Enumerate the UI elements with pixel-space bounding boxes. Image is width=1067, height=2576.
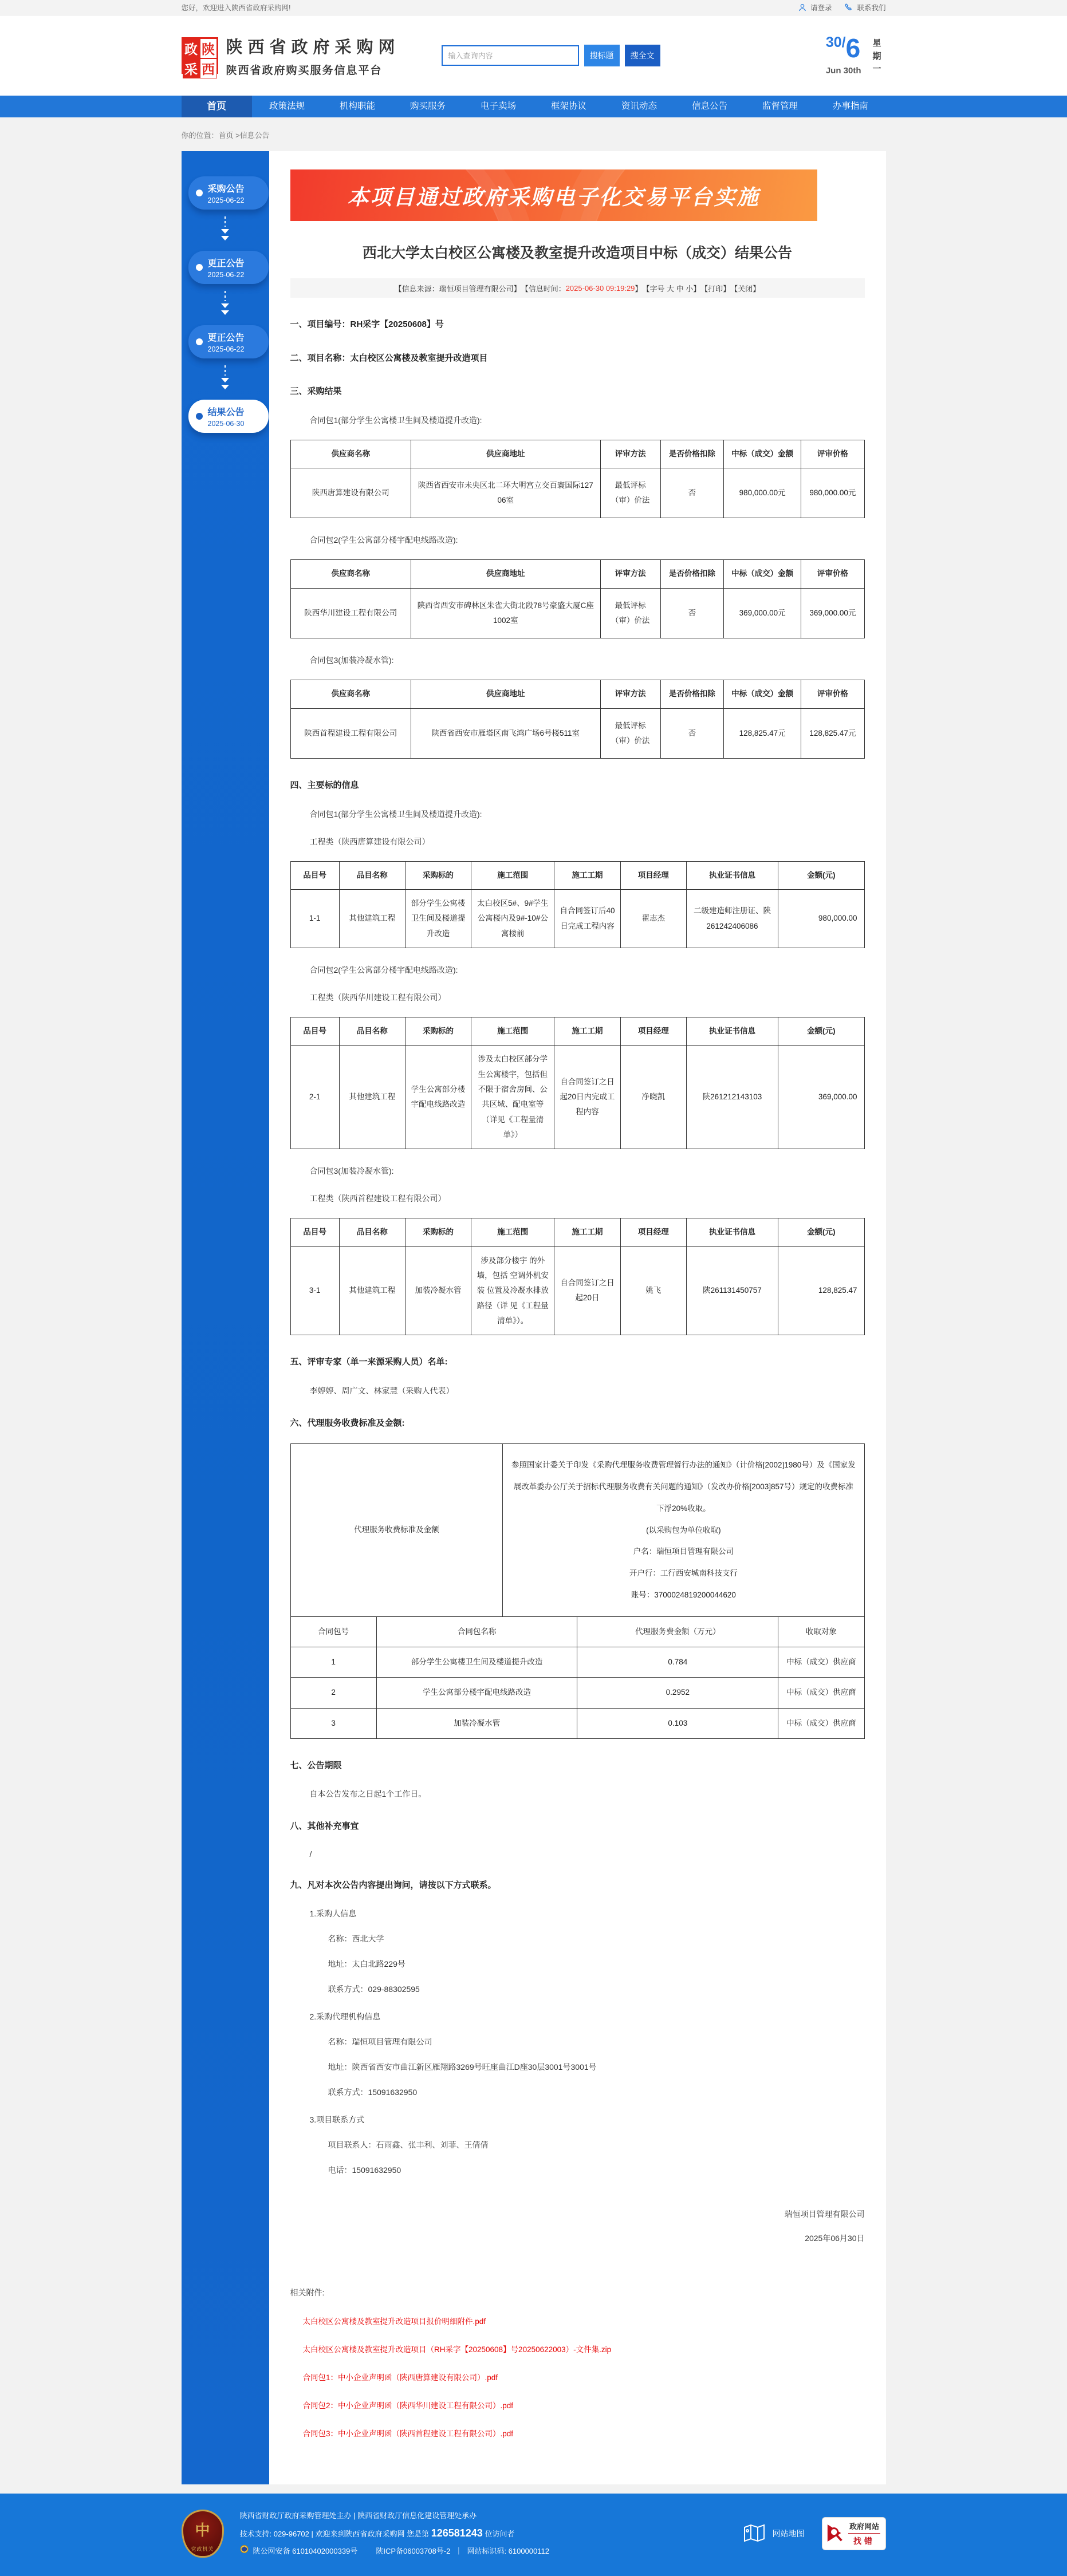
date-number: 30/6 [825,33,861,64]
certificate-cell: 陕261212143103 [686,1046,778,1149]
column-header: 项目经理 [620,1017,686,1046]
search-title-button[interactable]: 搜标题 [584,45,620,66]
info-time: 2025-06-30 09:19:29 [565,283,635,293]
column-header: 金额(元) [778,861,864,889]
review-price-cell: 980,000.00元 [801,468,864,518]
supplier-table-package-3 [290,680,865,759]
nav-item-home[interactable]: 首页 [182,96,252,117]
table-row [290,1046,864,1149]
agency-name: 名称：瑞恒项目管理有限公司 [328,2037,432,2047]
supplier-address-cell: 陕西省西安市雁塔区南飞鸿广场6号楼511室 [411,708,600,759]
column-header: 品目号 [290,1218,339,1246]
close-button[interactable]: 【关闭】 [730,284,761,293]
works-class-line: 工程类（陕西华川建设工程有限公司） [309,993,446,1003]
section-project-name: 二、项目名称：太白校区公寓楼及教室提升改造项目 [290,353,488,363]
package-name-cell: 部分学生公寓楼卫生间及楼道提升改造 [376,1647,577,1678]
price-deduction-cell: 否 [660,588,723,638]
nav-item-supervision[interactable]: 监督管理 [762,101,798,111]
column-header: 执业证书信息 [686,861,778,889]
government-emblem-icon: 中 党政机关 [182,2510,224,2558]
duration-cell: 自合同签订后40日完成工程内容 [554,890,620,948]
table-row [290,1708,864,1738]
fee-unit-note: (以采购包为单位收取) [646,1525,721,1534]
fee-amount-cell: 0.784 [577,1647,778,1678]
section-main-subject-info: 四、主要标的信息 [290,780,359,791]
project-contact-heading: 3.项目联系方式 [309,2115,365,2125]
fee-payer-cell: 中标（成交）供应商 [778,1708,864,1738]
dot-icon [196,413,203,420]
column-header: 执业证书信息 [686,1218,778,1246]
dot-icon [196,338,203,345]
works-class-line: 工程类（陕西首程建设工程有限公司） [309,1194,446,1204]
nav-item-policies[interactable]: 政策法规 [269,101,305,111]
column-header: 是否价格扣除 [660,440,723,468]
item-name-cell: 其他建筑工程 [339,890,405,948]
price-deduction-cell: 否 [660,468,723,518]
package-name-cell: 学生公寓部分楼宇配电线路改造 [376,1678,577,1708]
column-header: 供应商地址 [411,560,600,588]
nav-item-functions[interactable]: 机构职能 [339,101,375,111]
column-header: 施工工期 [554,1017,620,1046]
subject-cell: 部分学生公寓楼卫生间及楼道提升改造 [405,890,471,948]
site-footer: 中 党政机关 陕西省财政厅政府采购管理处主办 | 陕西省财政厅信息化建设管理处承办 技术支持: 029-96702 | 欢迎来到陕西省政府采购网 您是第 126581243 位访问者 陕公网安备 61010402000339号 陕ICP备06003708号-2 ｜ 网站标识码: 6100000112 网站地图 政府网站 找错 [0,2494,1067,2576]
nav-item-framework[interactable]: 框架协议 [550,101,586,111]
column-header: 施工范围 [471,1218,554,1246]
award-amount-cell: 980,000.00元 [723,468,801,518]
table-row [290,1444,864,1617]
attachment-link[interactable]: 太白校区公寓楼及教室提升改造项目（RH采字【20250608】号20250622003）-文件集.zip [302,2345,612,2354]
supplier-name-cell: 陕西首程建设工程有限公司 [290,708,411,759]
breadcrumb-current[interactable]: 信息公告 [239,131,270,140]
supplier-name-cell: 陕西华川建设工程有限公司 [290,588,411,638]
agency-info-heading: 2.采购代理机构信息 [309,2012,381,2022]
arrow-down-icon [182,210,269,251]
column-header: 评审方法 [600,560,660,588]
section-review-experts: 五、评审专家（单一来源采购人员）名单: [290,1357,448,1367]
nav-item-news[interactable]: 资讯动态 [621,101,657,111]
fee-policy-text: 参照国家计委关于印发《采购代理服务收费管理暂行办法的通知》（计价格[2002]1980号）及《国家发展改革委办公厅关于招标代理服务收费有关问题的通知》（发改办价格[2003]857号）规定的收费标准下浮20%收取。 [511,1461,856,1513]
attachment-link[interactable]: 合同包1：中小企业声明函（陕西唐算建设有限公司）.pdf [302,2373,498,2382]
timeline-item-result-notice[interactable]: 结果公告 2025-06-30 [188,400,269,433]
site-header [0,15,1067,96]
bank-name: 开户行：工行西安城南科技支行 [629,1569,738,1578]
scope-cell: 太白校区5#、9#学生公寓楼内及9#-10#公寓楼前 [471,890,554,948]
fee-amount-cell: 0.2952 [577,1678,778,1708]
site-title: 陕西省政府采购网 [226,38,400,57]
notice-timeline [182,151,269,2484]
footer-security-record[interactable]: 陕公网安备 61010402000339号 [253,2547,358,2556]
info-source: 【信息来源：瑞恒项目管理有限公司】 [394,284,521,293]
project-phone: 电话：15091632950 [328,2165,401,2175]
price-deduction-cell: 否 [660,708,723,759]
item-table-package-2 [290,1017,865,1149]
column-header: 施工工期 [554,861,620,889]
award-amount-cell: 128,825.47元 [723,708,801,759]
project-contacts: 项目联系人：石雨鑫、张丰利、刘菲、王倩倩 [328,2140,489,2150]
welcome-text: 您好，欢迎进入陕西省政府采购网! [181,4,291,12]
breadcrumb-home-link[interactable]: 首页 [218,131,234,140]
column-header: 供应商名称 [290,680,411,708]
error-finder-icon [826,2522,845,2546]
column-header: 品目名称 [339,861,405,889]
fontsize-control[interactable]: 【字号 大 中 小】 [642,284,701,293]
map-icon [743,2523,766,2545]
review-price-cell: 128,825.47元 [801,708,864,759]
article-meta-bar: 【信息来源：瑞恒项目管理有限公司】 【信息时间： 2025-06-30 09:19:29 】 【字号 大 中 小】 【打印】 【关闭】 [290,278,865,298]
column-header: 品目号 [290,1017,339,1046]
manager-cell: 翟志杰 [620,890,686,948]
section-other-matters: 八、其他补充事宜 [290,1821,359,1832]
column-header: 采购标的 [405,1017,471,1046]
column-header: 收取对象 [778,1616,864,1647]
signoff-block [290,2202,865,2250]
column-header: 品目号 [290,861,339,889]
dot-icon [196,264,203,271]
package-1-label: 合同包1(部分学生公寓楼卫生间及楼道提升改造): [309,415,482,425]
item-table-package-3 [290,1218,865,1335]
nav-item-guide[interactable]: 办事指南 [832,101,868,111]
item-no-cell: 1-1 [290,890,339,948]
column-header: 施工工期 [554,1218,620,1246]
page-title: 西北大学太白校区公寓楼及教室提升改造项目中标（成交）结果公告 [362,245,792,261]
sitemap-link[interactable]: 网站地图 [743,2523,805,2545]
package-3-label: 合同包3(加装冷凝水管): [309,1166,394,1176]
review-method-cell: 最低评标（审）价法 [600,588,660,638]
column-header: 采购标的 [405,861,471,889]
column-header: 品目名称 [339,1218,405,1246]
review-method-cell: 最低评标（审）价法 [600,708,660,759]
column-header: 中标（成交）金额 [723,560,801,588]
column-header: 中标（成交）金额 [723,680,801,708]
section-procurement-result: 三、采购结果 [290,386,342,396]
works-class-line: 工程类（陕西唐算建设有限公司） [309,837,430,846]
item-name-cell: 其他建筑工程 [339,1246,405,1335]
section-contact-info: 九、凡对本次公告内容提出询问，请按以下方式联系。 [290,1880,497,1890]
column-header: 代理服务费金额（万元） [577,1616,778,1647]
account-name: 户名：瑞恒项目管理有限公司 [633,1547,734,1556]
amount-cell: 128,825.47 [778,1246,864,1335]
package-2-label: 合同包2(学生公寓部分楼宇配电线路改造): [309,535,458,545]
purchaser-address: 地址：太白北路229号 [328,1959,405,1969]
attachment-link[interactable]: 太白校区公寓楼及教室提升改造项目报价明细附件.pdf [302,2317,486,2326]
column-header: 评审方法 [600,440,660,468]
subject-cell: 学生公寓部分楼宇配电线路改造 [405,1046,471,1149]
column-header: 供应商名称 [290,440,411,468]
user-icon [798,3,807,12]
table-row [290,890,864,948]
package-name-cell: 加装冷凝水管 [376,1708,577,1738]
fee-amount-cell: 0.103 [577,1708,778,1738]
column-header: 合同包名称 [376,1616,577,1647]
column-header: 施工范围 [471,861,554,889]
column-header: 中标（成交）金额 [723,440,801,468]
package-1-label: 合同包1(部分学生公寓楼卫生间及楼道提升改造): [309,809,482,819]
amount-cell: 369,000.00 [778,1046,864,1149]
column-header: 是否价格扣除 [660,680,723,708]
signoff-company: 瑞恒项目管理有限公司 [784,2210,865,2219]
scope-cell: 涉及部分楼宇 的外墙，包括 空调外机安装 位置及冷凝水排放路径（详 见《工程量清单》）。 [471,1246,554,1335]
footer-organizer-line: 陕西省财政厅政府采购管理处主办 | 陕西省财政厅信息化建设管理处承办 [239,2511,477,2520]
footer-icp-record[interactable]: 陕ICP备06003708号-2 [376,2547,451,2556]
attachment-link[interactable]: 合同包2：中小企业声明函（陕西华川建设工程有限公司）.pdf [302,2401,514,2411]
attachments-label: 相关附件: [290,2288,325,2298]
fee-payer-cell: 中标（成交）供应商 [778,1678,864,1708]
manager-cell: 姚飞 [620,1246,686,1335]
duration-cell: 自合同签订之日起20日 [554,1246,620,1335]
agency-phone: 联系方式：15091632950 [328,2088,418,2097]
package-3-label: 合同包3(加装冷凝水管): [309,656,394,665]
column-header: 供应商名称 [290,560,411,588]
date-widget [826,35,886,76]
arrow-down-icon [182,284,269,325]
search-input[interactable] [442,45,579,66]
main-navigation [0,96,1067,117]
table-row [290,1246,864,1335]
section-agency-fee: 六、代理服务收费标准及金额: [290,1418,405,1428]
column-header: 供应商地址 [411,440,600,468]
supplier-name-cell: 陕西唐算建设有限公司 [290,468,411,518]
column-header: 采购标的 [405,1218,471,1246]
attachment-link[interactable]: 合同包3：中小企业声明函（陕西首程建设工程有限公司）.pdf [302,2429,514,2439]
manager-cell: 净晓凯 [620,1046,686,1149]
arrow-down-icon [182,358,269,400]
date-english: Jun 30th [825,66,861,76]
item-no-cell: 3-1 [290,1246,339,1335]
account-number: 账号：3700024819200044620 [631,1590,736,1599]
review-method-cell: 最低评标（审）价法 [600,468,660,518]
table-row [290,1678,864,1708]
section-project-number: 一、项目编号：RH采字【20250608】号 [290,319,444,329]
review-experts-names: 李婷婷、周广文、林家慧（采购人代表） [309,1386,454,1395]
column-header: 评审价格 [801,680,864,708]
column-header: 是否价格扣除 [660,560,723,588]
column-header: 评审方法 [600,680,660,708]
table-row [290,708,864,759]
table-row [290,588,864,638]
subject-cell: 加装冷凝水管 [405,1246,471,1335]
purchaser-info-heading: 1.采购人信息 [309,1909,357,1919]
fee-standard-table [290,1443,865,1617]
purchaser-phone: 联系方式：029-88302595 [328,1985,420,1994]
amount-cell: 980,000.00 [778,890,864,948]
phone-icon [844,3,853,12]
table-row [290,1647,864,1678]
platform-banner: 本项目通过政府采购电子化交易平台实施 [290,169,817,221]
agency-address: 地址：陕西省西安市曲江新区雁翔路3269号旺座曲江D座30层3001号3001号 [328,2062,597,2072]
footer-support-line: 技术支持: 029-96702 | 欢迎来到陕西省政府采购网 您是第 126581243 位访问者 [239,2527,515,2539]
police-badge-icon [240,2543,249,2560]
main-card [182,151,886,2484]
fee-payer-cell: 中标（成交）供应商 [778,1647,864,1678]
search-fulltext-button[interactable]: 搜全文 [625,45,660,66]
package-no-cell: 2 [290,1678,376,1708]
award-amount-cell: 369,000.00元 [723,588,801,638]
fee-package-table [290,1616,865,1739]
duration-cell: 自合同签订之日起20日内完成工程内容 [554,1046,620,1149]
column-header: 评审价格 [801,560,864,588]
column-header: 金额(元) [778,1017,864,1046]
weekday-label: 星期一 [872,38,881,74]
package-2-label: 合同包2(学生公寓部分楼宇配电线路改造): [309,965,458,975]
column-header: 评审价格 [801,440,864,468]
other-matters-detail: / [309,1849,312,1859]
print-button[interactable]: 【打印】 [700,284,731,293]
package-no-cell: 1 [290,1647,376,1678]
supplier-table-package-2 [290,559,865,638]
fee-standard-label-cell: 代理服务收费标准及金额 [290,1444,503,1617]
column-header: 金额(元) [778,1218,864,1246]
section-notice-period: 七、公告期限 [290,1760,342,1770]
site-subtitle: 陕西省政府购买服务信息平台 [226,64,383,77]
search-area [442,45,660,66]
column-header: 品目名称 [339,1017,405,1046]
timeline-item-correction-notice-2[interactable]: 更正公告 2025-06-22 [188,325,269,358]
contact-us-link[interactable]: 联系我们 [844,2,885,13]
review-price-cell: 369,000.00元 [801,588,864,638]
certificate-cell: 陕261131450757 [686,1246,778,1335]
nav-item-e-market[interactable]: 电子卖场 [480,101,516,111]
certificate-cell: 二级建造师注册证、陕261242406086 [686,890,778,948]
signoff-date: 2025年06月30日 [805,2234,865,2243]
supplier-address-cell: 陕西省西安市未央区北二环大明宫立交百寰国际12706室 [411,468,600,518]
visitor-count: 126581243 [431,2527,483,2539]
attachments-section [290,2287,865,2439]
article-content [269,151,886,2484]
column-header: 项目经理 [620,1218,686,1246]
breadcrumb: 你的位置：首页 >信息公告 [181,131,270,140]
column-header: 施工范围 [471,1017,554,1046]
site-logo: 政 陕 采 西 [182,37,218,74]
error-report-badge[interactable]: 政府网站 找错 [822,2517,886,2550]
fee-standard-detail-cell [503,1444,864,1617]
login-link[interactable]: 请登录 [798,2,832,13]
dot-icon [196,190,203,196]
scope-cell: 涉及太白校区部分学生公寓楼宇，包括但不限于宿舍房间、公共区域、配电室等（详见《工程量清单》） [471,1046,554,1149]
purchaser-name: 名称：西北大学 [328,1934,384,1944]
package-no-cell: 3 [290,1708,376,1738]
column-header: 项目经理 [620,861,686,889]
supplier-address-cell: 陕西省西安市碑林区朱雀大街北段78号豪盛大厦C座1002室 [411,588,600,638]
item-table-package-1 [290,861,865,948]
supplier-table-package-1 [290,440,865,519]
footer-site-code: 网站标识码: 6100000112 [467,2547,549,2556]
item-name-cell: 其他建筑工程 [339,1046,405,1149]
nav-item-purchase-service[interactable]: 购买服务 [410,101,446,111]
table-row [290,468,864,518]
column-header: 供应商地址 [411,680,600,708]
column-header: 合同包号 [290,1616,376,1647]
divider [848,2533,880,2534]
item-no-cell: 2-1 [290,1046,339,1149]
timeline-item-procurement-notice[interactable]: 采购公告 2025-06-22 [188,176,269,210]
column-header: 执业证书信息 [686,1017,778,1046]
top-utility-bar [0,0,1067,15]
notice-period-detail: 自本公告发布之日起1个工作日。 [309,1789,427,1799]
timeline-item-correction-notice-1[interactable]: 更正公告 2025-06-22 [188,251,269,284]
nav-item-announcements[interactable]: 信息公告 [691,101,727,111]
